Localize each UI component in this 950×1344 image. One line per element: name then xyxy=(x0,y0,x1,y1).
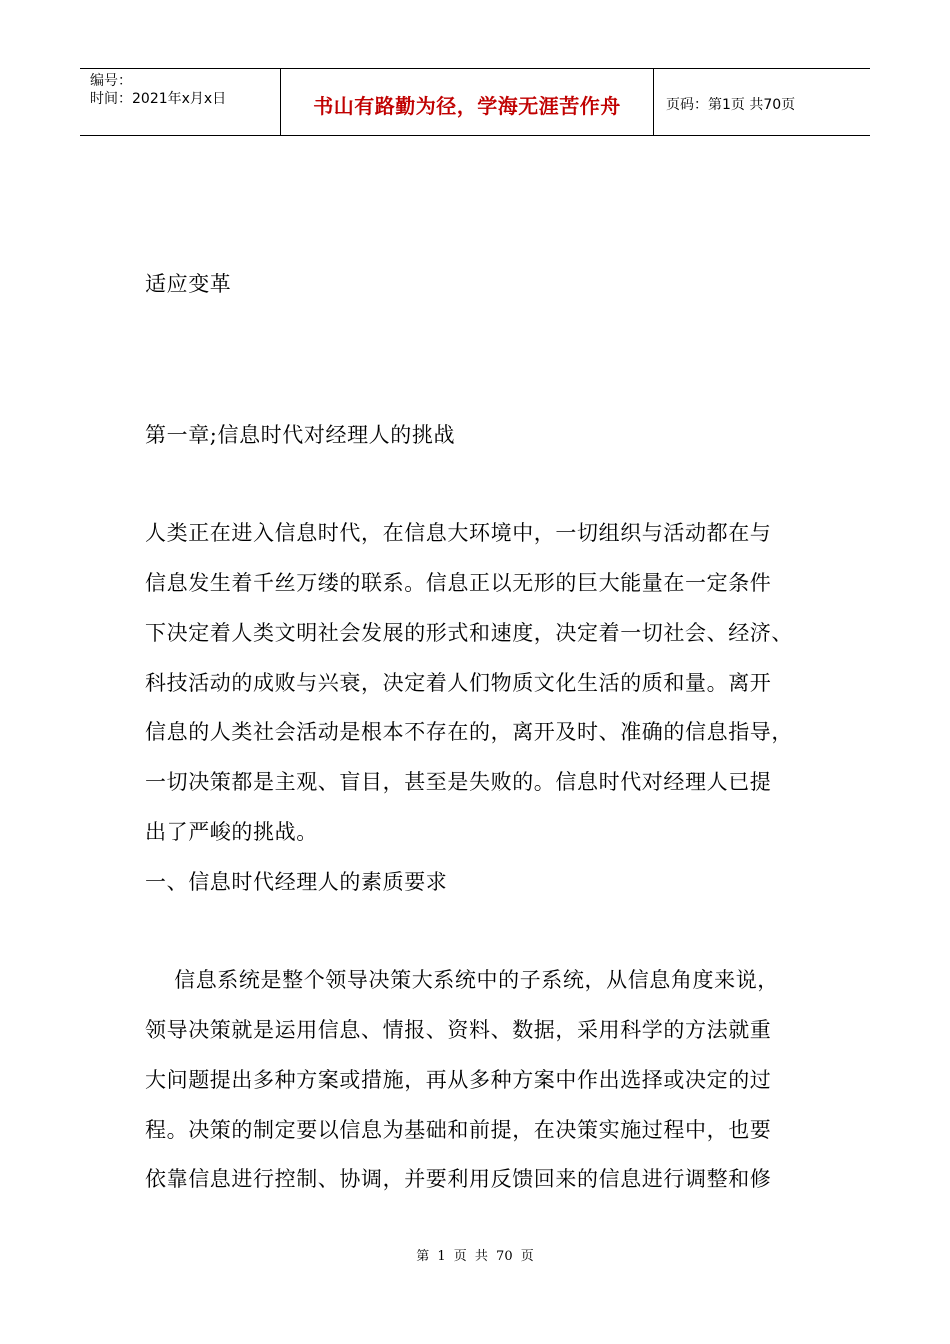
paragraph-line: 一切决策都是主观、盲目，甚至是失败的。信息时代对经理人已提 xyxy=(145,770,772,794)
document-number-label: 编号： xyxy=(90,73,132,89)
header-motto-cell xyxy=(281,69,654,135)
paragraph-line: 科技活动的成败与兴衰，决定着人们物质文化生活的质和量。离开 xyxy=(145,671,772,695)
chapter-heading: 第一章;信息时代对经理人的挑战 xyxy=(145,423,456,447)
paragraph-line: 人类正在进入信息时代，在信息大环境中，一切组织与活动都在与 xyxy=(145,521,772,545)
paragraph-line: 下决定着人类文明社会发展的形式和速度，决定着一切社会、经济、 xyxy=(145,621,793,645)
document-date: 时间：2021年x月x日 xyxy=(90,91,227,107)
paragraph-line: 信息系统是整个领导决策大系统中的子系统，从信息角度来说， xyxy=(145,968,779,992)
header-meta-cell xyxy=(80,69,281,135)
page-footer xyxy=(0,1245,950,1264)
paragraph-line: 出了严峻的挑战。 xyxy=(145,820,318,844)
header-motto: 书山有路勤为径，学海无涯苦作舟 xyxy=(313,93,621,118)
paragraph-line: 信息发生着千丝万缕的联系。信息正以无形的巨大能量在一定条件 xyxy=(145,571,772,595)
paragraph-line: 大问题提出多种方案或措施，再从多种方案中作出选择或决定的过 xyxy=(145,1068,772,1092)
paragraph-line: 领导决策就是运用信息、情报、资料、数据，采用科学的方法就重 xyxy=(145,1018,772,1042)
paragraph-line: 程。决策的制定要以信息为基础和前提，在决策实施过程中，也要 xyxy=(145,1118,772,1142)
document-title: 适应变革 xyxy=(145,272,232,296)
footer-page-number: 第 1 页 共 70 页 xyxy=(416,1249,534,1264)
page-header xyxy=(80,68,870,136)
paragraph-line: 信息的人类社会活动是根本不存在的，离开及时、准确的信息指导， xyxy=(145,720,793,744)
header-page-info: 页码：第1页 共70页 xyxy=(666,97,796,113)
header-page-cell xyxy=(654,69,870,135)
paragraph-line: 依靠信息进行控制、协调，并要利用反馈回来的信息进行调整和修 xyxy=(145,1167,772,1191)
section-heading: 一、信息时代经理人的素质要求 xyxy=(145,870,448,894)
